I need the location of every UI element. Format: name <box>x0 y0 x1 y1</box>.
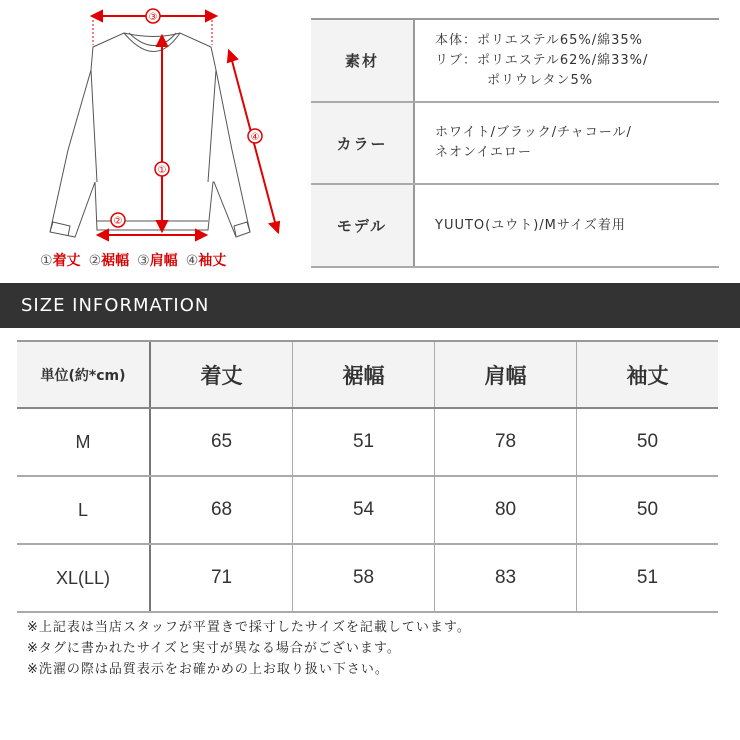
note-line: ※上記表は当店スタッフが平置きで採寸したサイズを記載しています。 <box>27 620 471 635</box>
column-header: 裾幅 <box>293 341 435 408</box>
column-header: 肩幅 <box>435 341 577 408</box>
table-row <box>17 408 718 476</box>
value-cell: 51 <box>293 408 435 476</box>
value-cell: 51 <box>577 544 719 612</box>
size-cell: XL(LL) <box>17 544 150 612</box>
spec-label: カラー <box>311 103 415 183</box>
legend-item-shoulder-width: ③肩幅 <box>137 253 178 269</box>
spec-row-material <box>311 20 719 103</box>
sweatshirt-outline-icon <box>0 0 300 250</box>
spec-label: 素材 <box>311 20 415 101</box>
value-cell: 54 <box>293 476 435 544</box>
table-row <box>17 544 718 612</box>
notes <box>27 617 471 680</box>
marker-3: ③ <box>148 12 158 23</box>
column-header: 着丈 <box>150 341 292 408</box>
spec-row-model <box>311 185 719 268</box>
spec-label: モデル <box>311 185 415 266</box>
size-cell: L <box>17 476 150 544</box>
value-cell: 83 <box>435 544 577 612</box>
size-cell: M <box>17 408 150 476</box>
legend-item-sleeve-length: ④袖丈 <box>185 253 227 269</box>
spec-value: YUUTO(ユウト)/Mサイズ着用 <box>435 217 626 233</box>
marker-2: ② <box>113 216 123 227</box>
note-line: ※タグに書かれたサイズと実寸が異なる場合がございます。 <box>27 641 401 656</box>
diagram-legend <box>40 250 280 272</box>
product-spec-table <box>311 18 719 268</box>
size-table-header <box>17 341 718 408</box>
value-cell: 78 <box>435 408 577 476</box>
column-header: 袖丈 <box>577 341 719 408</box>
marker-4: ④ <box>250 132 260 143</box>
banner-title: SIZE INFORMATION <box>21 295 210 316</box>
spec-value: ホワイト/ブラック/チャコール/ ネオンイエロー <box>435 125 632 160</box>
legend-item-length: ①着丈 <box>40 253 81 269</box>
value-cell: 50 <box>577 476 719 544</box>
note-line: ※洗濯の際は品質表示をお確かめの上お取り扱い下さい。 <box>27 662 389 677</box>
value-cell: 68 <box>150 476 292 544</box>
size-information-banner <box>0 283 740 328</box>
value-cell: 71 <box>150 544 292 612</box>
marker-1: ① <box>157 165 167 176</box>
spec-value: 本体：ポリエステル65%/綿35% リブ：ポリエステル62%/綿33%/ ポリウレタン5% <box>435 32 649 88</box>
table-row <box>17 476 718 544</box>
value-cell: 80 <box>435 476 577 544</box>
value-cell: 65 <box>150 408 292 476</box>
value-cell: 58 <box>293 544 435 612</box>
size-table <box>17 340 718 613</box>
spec-row-color <box>311 103 719 185</box>
measurement-diagram <box>0 0 300 280</box>
value-cell: 50 <box>577 408 719 476</box>
unit-header: 単位(約*cm) <box>17 341 150 408</box>
legend-item-hem-width: ②裾幅 <box>88 253 130 269</box>
